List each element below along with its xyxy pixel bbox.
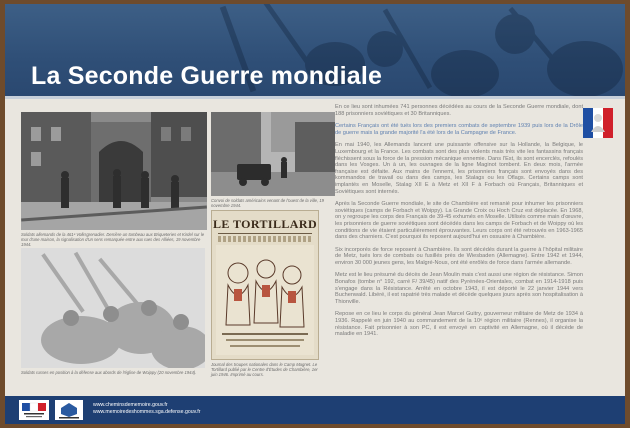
photo-soldiers-defense	[21, 248, 205, 368]
republique-francaise-logo-icon	[19, 400, 49, 420]
newspaper-illustration	[216, 245, 314, 355]
tricolor-soldier-badge-icon	[583, 108, 613, 138]
paragraph-guitry: Repose en ce lieu le corps du général Jean Marcel Guitry, gouverneur militaire de Metz de 1934 à 1936. Rappelé en juin 1940 au commandement de la 10ᵉ région militaire (Rennes), il organise la résistance. Fait prisonnier à son PC, il est envoyé en captivité en Allemagne, où il décède de maladie en 1941.	[335, 311, 583, 338]
paragraph-malgre-nous: Six incorporés de force reposent à Chambière. Ils sont décédés durant la guerre à l'hôpital militaire de Metz, tués lors de combats ou fusillés près de Wiesbaden (Allemagne). Entre 1942 et 1944, environ 30 000 jeunes gens, les Malgré-Nous, ont été enrôlés de force dans l'armée allemande.	[335, 246, 583, 266]
ministere-logo-icon	[55, 400, 83, 420]
banner-divider	[5, 96, 625, 99]
caption-photo-defense: Soldats russes en position à la défense aux abords de l'église de Woippy (20 novembre 1944).	[21, 370, 197, 375]
caption-photo-convoy: Convoi de soldats américains venant de l'ouest de la ville, 19 novembre 1944.	[211, 198, 324, 208]
photo-convoy	[211, 112, 335, 196]
photo-street-soldiers	[21, 112, 207, 230]
footer-bar	[5, 396, 625, 424]
link-chemins-de-memoire[interactable]: www.cheminsdememoire.gouv.fr	[93, 402, 168, 408]
caption-photo-street: Soldats allemands de la 461ᵉ Volksgrenadier. Derrière un tombeau aux Briqueteries et Kirdel sur le mur d'une maison, la signalisation d'un sens remarquée entre aux rues des Alliées, 19 novembre 1944.	[21, 232, 205, 247]
paragraph-1940: En mai 1940, les Allemands lancent une puissante offensive sur la Hollande, la Belgique, le Luxembourg et la France. Les combats sont des plus violents mais très vite les fantassins français fléchissent sous la force de la pression mécanique ennemie. Dans l'Est, ils sont encerclés, refoulés dans les Vosges. Un à un, les ouvrages de la ligne Maginot tombent. En deux mois, l'armée française est défaite. Aux mains de l'ennemi, les prisonniers français sont envoyés dans des kommandos de travail ou dans des camps, les Stalags ou les Oflags. Certains camps sont implantés en Moselle, Stalag XII E à Metz et XII F à Forbach où Français, Britanniques et Soviétiques sont internés.	[335, 142, 583, 195]
paragraph-resistance: Metz est le lieu présumé du décès de Jean Moulin mais c'est aussi une région de résistance. Simon Bonafos (tombe n° 192, carré F/ 39/45) natif des Pyrénées-Orientales, combat en 1914-1918 puis s'engage dans la Résistance. Arrêté en octobre 1943, il est déporté le 22 janvier 1944 vers Buchenwald. Libéré, il est rapatrié très malade et décède quelques jours après son hospitalisation à Thionville.	[335, 272, 583, 305]
paragraph-after-war: Après la Seconde Guerre mondiale, le site de Chambière est remanié pour inhumer les prisonniers soviétiques (camps de Forbach et Woippy). La Grande Croix ou Hoch Cruz est déplacée. En 1968, on y regroupe les corps des Français de 39-45 exhumés en Moselle. Utilisés comme main d'œuvre, les prisonniers de guerre soviétiques sont décédés dans les camps de Forbach et de Woippy où les conditions de vie étaient particulièrement éprouvantes. Leurs corps ont été retrouvés en 1963-1965 dans des charniers. C'est pourquoi ils reposent aujourd'hui en ossuaire à Chambière.	[335, 201, 583, 241]
paragraph-1939: Certains Français ont été tués lors des premiers combats de septembre 1939 puis lors de la Drôle de guerre mais la grande majorité l'a été lors de la Campagne de France.	[335, 123, 583, 136]
newspaper-masthead: LE TORTILLARD	[212, 217, 318, 231]
paragraph-intro: En ce lieu sont inhumées 741 personnes décédées au cours de la Seconde Guerre mondiale, dont 188 prisonniers soviétiques et 30 Britanniques.	[335, 104, 583, 117]
information-panel	[5, 4, 625, 424]
newspaper-le-tortillard	[211, 210, 319, 360]
footer-links	[93, 402, 200, 416]
page-title: La Seconde Guerre mondiale	[31, 62, 383, 90]
header-banner	[5, 4, 625, 96]
body-text-column	[335, 104, 583, 344]
link-memoire-des-hommes[interactable]: www.memoiredeshommes.sga.defense.gouv.fr	[93, 409, 201, 415]
caption-newspaper: Journal des troupes nationales dans le Camp Magnet. Le Tortillard publié par le Centre d'Études de Chambière, 1er juin 1946. Imprimé au cours.	[211, 362, 318, 377]
